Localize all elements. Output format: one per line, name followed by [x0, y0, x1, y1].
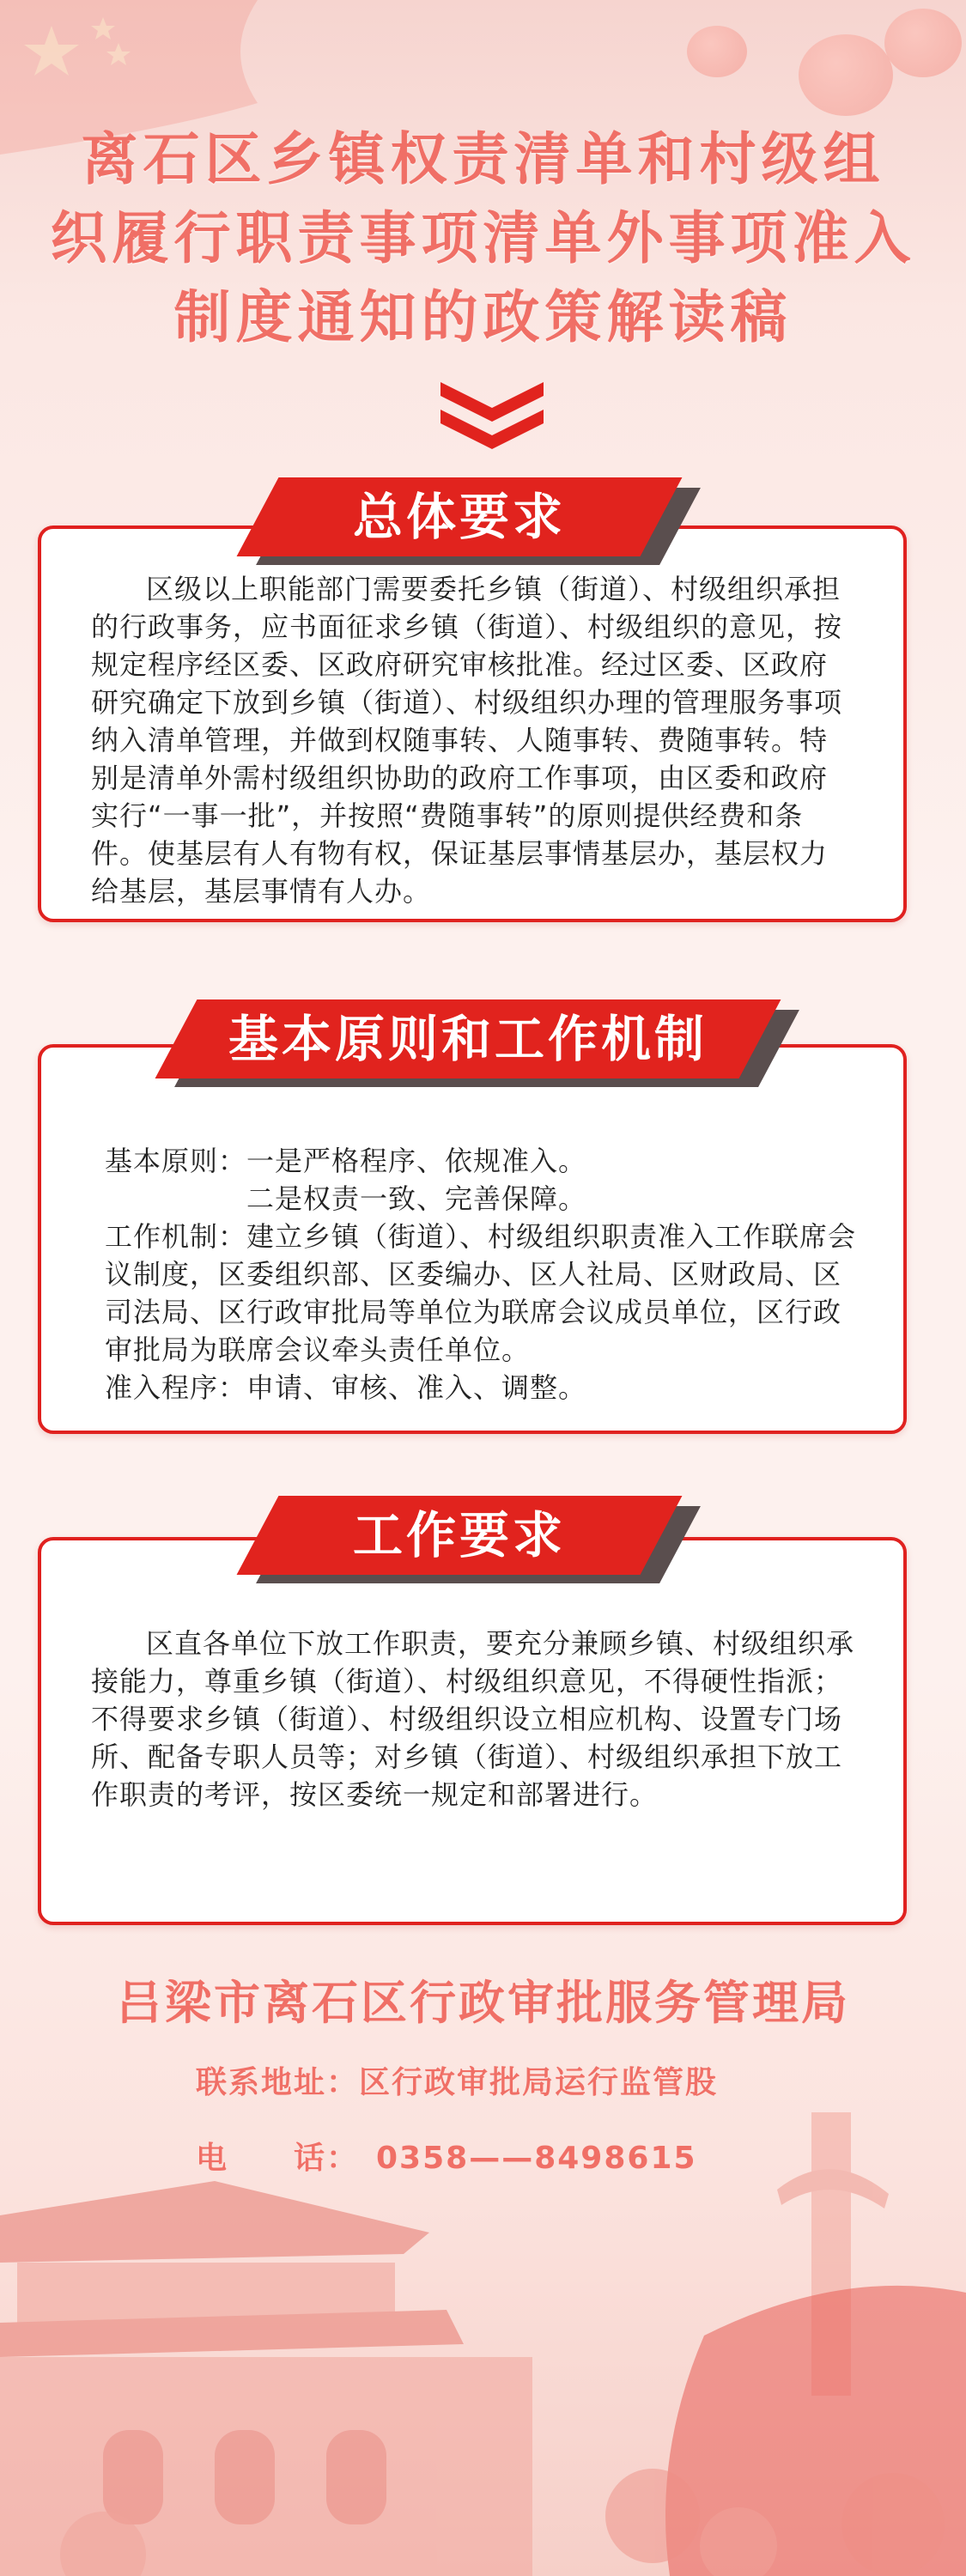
section-heading: 总体要求 [352, 488, 566, 546]
section-heading: 基本原则和工作机制 [228, 1010, 708, 1068]
lantern-decoration [799, 34, 893, 116]
principle-line: 基本原则：一是严格程序、依规准入。 [105, 1145, 587, 1177]
section-banner-general [258, 477, 704, 563]
lantern-decoration [687, 26, 747, 77]
paragraph: 区直各单位下放工作职责，要充分兼顾乡镇、村级组织承接能力，尊重乡镇（街道）、村级组织意见，不得硬性指派；不得要求乡镇（街道）、村级组织设立相应机构、设置专门场所、配备专职人员等；对乡镇（街道）、村级组织承担下放工作职责的考评，按区委统一规定和部署进行。 [91, 1627, 855, 1811]
title-line: 离石区乡镇权责清单和村级组 [81, 126, 885, 192]
procedure-line: 准入程序：申请、审核、准入、调整。 [105, 1371, 587, 1404]
section-banner-principles [176, 999, 794, 1085]
footer-phone: 电 话： 0358——8498615 [196, 2141, 697, 2176]
footer-address: 联系地址：区行政审批局运行监管股 [196, 2065, 719, 2100]
title-line: 制度通知的政策解读稿 [173, 284, 793, 350]
section-body [91, 1625, 855, 1814]
double-chevron-down-icon [440, 382, 544, 449]
footer-organization: 吕梁市离石区行政审批服务管理局 [116, 1976, 850, 2030]
mechanism-line: 工作机制：建立乡镇（街道）、村级组织职责准入工作联席会议制度，区委组织部、区委编办、区人社局、区财政局、区司法局、区行政审批局等单位为联席会议成员单位，区行政审批局为联席会议牵头责任单位。 [105, 1220, 857, 1366]
lantern-decoration [884, 9, 962, 77]
page-title [0, 120, 966, 357]
section-body [91, 570, 847, 910]
section-body [105, 1142, 860, 1406]
section-heading: 工作要求 [352, 1506, 566, 1564]
tiananmen-illustration [0, 2112, 966, 2576]
section-banner-work-requirements [258, 1496, 704, 1582]
title-line: 织履行职责事项清单外事项准入 [50, 205, 916, 271]
principle-line: 二是权责一致、完善保障。 [105, 1182, 587, 1215]
paragraph: 区级以上职能部门需要委托乡镇（街道）、村级组织承担的行政事务，应书面征求乡镇（街道）、村级组织的意见，按规定程序经区委、区政府研究审核批准。经过区委、区政府研究确定下放到乡镇（街道）、村级组织办理的管理服务事项纳入清单管理，并做到权随事转、人随事转、费随事转。特别是清单外需村级组织协助的政府工作事项，由区委和政府实行“一事一批”，并按照“费随事转”的原则提供经费和条件。使基层有人有物有权，保证基层事情基层办，基层权力给基层，基层事情有人办。 [91, 573, 843, 908]
